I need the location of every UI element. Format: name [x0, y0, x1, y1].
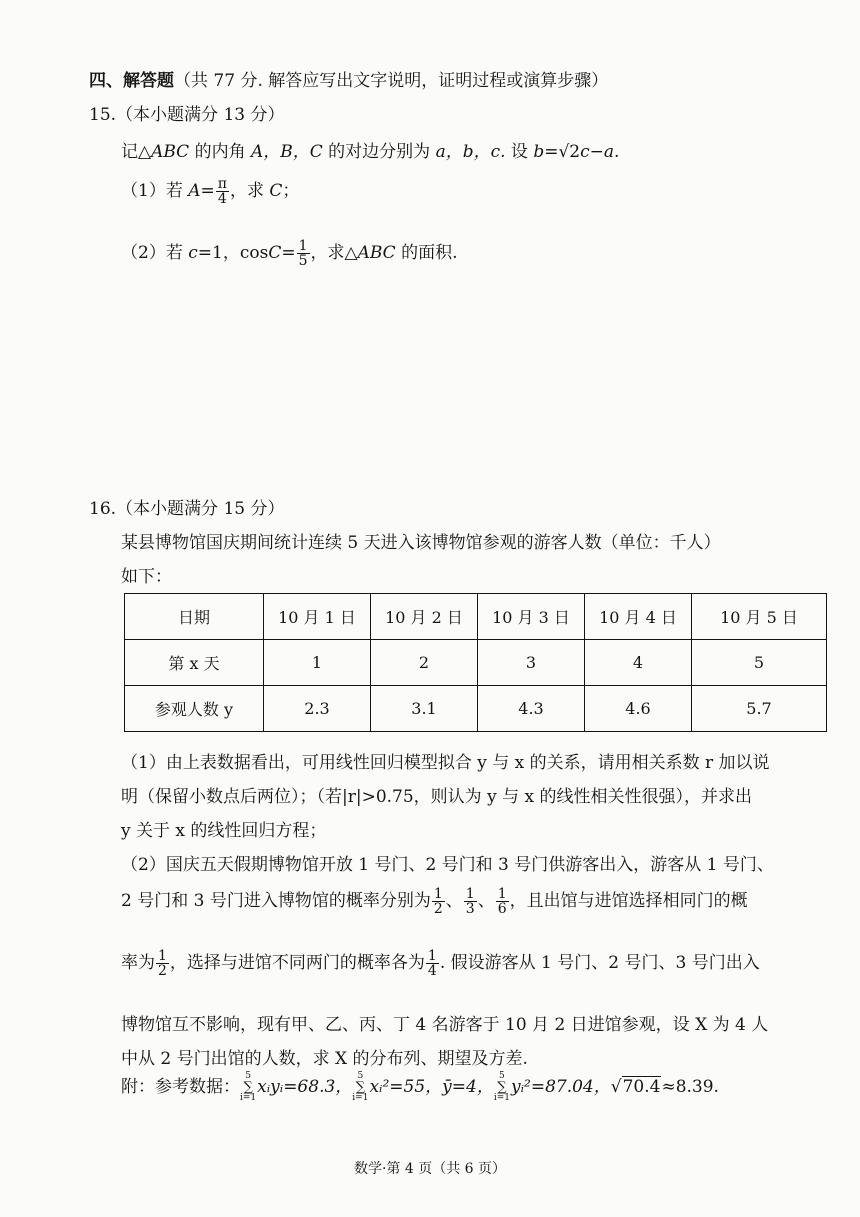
q15-score: （本小题满分 13 分） [116, 105, 285, 125]
fraction-quarter [426, 949, 439, 978]
q16-part2-text: 2 号门和 3 号门进入博物馆的概率分别为 [121, 891, 431, 911]
reference-value: xᵢyᵢ=68.3， [257, 1077, 353, 1097]
table-cell: 5.7 [692, 686, 827, 732]
reference-label: 附：参考数据： [121, 1077, 240, 1097]
sqrt-sign: √ [610, 1077, 622, 1097]
table-row-label: 第 x 天 [125, 640, 264, 686]
table-header-cell: 10 月 3 日 [478, 594, 585, 640]
table-cell: 4.6 [585, 686, 692, 732]
fraction-1-over-5 [297, 239, 310, 268]
summation-lower: i=1 [240, 1093, 257, 1103]
visitor-table [124, 593, 827, 732]
fraction-sixth [496, 887, 509, 916]
table-cell: 1 [264, 640, 371, 686]
summation-upper: 5 [357, 1071, 364, 1081]
q15-part2-var: c [188, 243, 198, 263]
summation-symbol [494, 1072, 510, 1103]
q16-part2-text: ，且出馆与进馆选择相同门的概 [509, 891, 748, 911]
q16-part2-line1: （2）国庆五天假期博物馆开放 1 号门、2 号门和 3 号门供游客出入，游客从 1 号门、 [121, 855, 774, 875]
summation-upper: 5 [245, 1071, 251, 1081]
q16-number: 16. [89, 499, 117, 519]
q15-stem-var: c [580, 142, 590, 162]
fraction-denominator: 6 [497, 901, 507, 917]
fraction-denominator: 4 [427, 963, 437, 979]
section-title: 四、解答题 [89, 71, 174, 91]
table-cell: 4 [585, 640, 692, 686]
q15-stem-var: ABC [151, 142, 190, 162]
summation-upper: 5 [499, 1071, 505, 1081]
q16-part2-sep: 、 [445, 891, 463, 911]
q16-part1-line3: y 关于 x 的线性回归方程； [121, 821, 327, 841]
q15-stem-text: 记△ [121, 142, 152, 162]
q16-part1-line1: （1）由上表数据看出，可用线性回归模型拟合 y 与 x 的关系，请用相关系数 r 加以说 [121, 753, 770, 773]
q16-part2-line2 [121, 886, 748, 916]
reference-value: xᵢ²=55， [369, 1077, 443, 1097]
reference-value: ȳ=4， [442, 1077, 494, 1097]
q15-stem-text: − [589, 142, 604, 162]
q15-stem-text: 的内角 [189, 142, 251, 162]
fraction-pi-over-4 [216, 177, 229, 206]
fraction-numerator: 1 [298, 238, 308, 254]
fraction-numerator: 1 [465, 886, 475, 902]
q15-part1-text: ； [282, 181, 300, 201]
q15-stem-sqrt: =√2 [544, 142, 581, 162]
table-row-label: 参观人数 y [125, 686, 264, 732]
q16-header [89, 494, 285, 519]
q15-part1 [121, 176, 299, 206]
q16-score: （本小题满分 15 分） [116, 499, 285, 519]
fraction-denominator: 4 [217, 191, 227, 207]
fraction-numerator: π [217, 176, 227, 192]
table-cell: 4.3 [478, 686, 585, 732]
table-header-cell: 10 月 4 日 [585, 594, 692, 640]
table-cell: 2.3 [264, 686, 371, 732]
summation-symbol [352, 1072, 368, 1103]
section-heading [89, 66, 608, 91]
q16-part1-line2: 明（保留小数点后两位）；（若|r|>0.75，则认为 y 与 x 的线性相关性很强），并求出 [121, 787, 752, 807]
fraction-numerator: 1 [158, 948, 167, 964]
table-header-cell: 10 月 5 日 [692, 594, 827, 640]
q15-stem-text: 设 [505, 142, 534, 162]
q16-part2-sep: 、 [477, 891, 495, 911]
reference-value: ≈8.39. [661, 1077, 719, 1097]
q16-part2-line5: 中从 2 号门出馆的人数，求 X 的分布列、期望及方差. [121, 1049, 528, 1069]
q15-part2-label: （2）若 [121, 243, 189, 263]
q15-part2-eq: =1，cos [197, 243, 269, 263]
q15-part1-var: C [269, 181, 283, 201]
fraction-half [156, 949, 169, 978]
fraction-numerator: 1 [427, 948, 437, 964]
q15-stem-var: b [533, 142, 545, 162]
q15-part2 [121, 238, 457, 268]
fraction-numerator: 1 [497, 886, 507, 902]
fraction-denominator: 5 [298, 253, 308, 269]
page-footer: 数学·第 4 页（共 6 页） [353, 1161, 507, 1177]
q16-part2-line4: 博物馆互不影响，现有甲、乙、丙、丁 4 名游客于 10 月 2 日进馆参观，设 X 为 4 人 [121, 1015, 769, 1035]
table-cell: 3.1 [371, 686, 478, 732]
sqrt-radicand: 70.4 [622, 1077, 661, 1097]
q15-part2-eq: = [281, 243, 296, 263]
q15-part2-var: C [268, 243, 282, 263]
q16-part2-text: 率为 [121, 953, 155, 973]
summation-lower: i=1 [493, 1093, 510, 1103]
section-note: （共 77 分. 解答应写出文字说明，证明过程或演算步骤） [174, 71, 609, 91]
q16-part2-line3 [121, 948, 760, 978]
fraction-denominator: 3 [465, 901, 475, 917]
q15-part1-label: （1）若 [121, 181, 189, 201]
table-cell: 2 [371, 640, 478, 686]
q15-stem-text: 的对边分别为 [322, 142, 436, 162]
q15-number: 15. [89, 105, 117, 125]
table-row [125, 594, 827, 640]
q15-stem-var: A，B，C [250, 142, 323, 162]
q15-stem-var: a. [603, 142, 620, 162]
summation-sign: ∑ [243, 1080, 253, 1095]
q15-header [89, 100, 285, 125]
q16-part2-text: ，选择与进馆不同两门的概率各为 [169, 953, 425, 973]
table-header-cell: 10 月 2 日 [371, 594, 478, 640]
q16-intro-line2: 如下： [121, 567, 172, 587]
table-row [125, 640, 827, 686]
reference-value: yᵢ²=87.04， [510, 1077, 611, 1097]
table-cell: 5 [692, 640, 827, 686]
q16-part2-text: . 假设游客从 1 号门、2 号门、3 号门出入 [439, 953, 760, 973]
q15-part1-text: ，求 [229, 181, 270, 201]
q16-reference-data [121, 1072, 719, 1103]
q15-stem-var: a，b，c. [435, 142, 506, 162]
table-cell: 3 [478, 640, 585, 686]
q15-part2-text: ，求△ [310, 243, 358, 263]
q16-intro-line1: 某县博物馆国庆期间统计连续 5 天进入该博物馆参观的游客人数（单位：千人） [121, 533, 721, 553]
table-row [125, 686, 827, 732]
table-header-cell: 日期 [125, 594, 264, 640]
q15-part1-eq: = [200, 181, 215, 201]
fraction-numerator: 1 [433, 886, 443, 902]
q15-part1-var: A [188, 181, 201, 201]
fraction-denominator: 2 [433, 901, 443, 917]
summation-lower: i=1 [352, 1093, 369, 1103]
fraction-third [464, 887, 477, 916]
table-header-cell: 10 月 1 日 [264, 594, 371, 640]
summation-sign: ∑ [355, 1080, 366, 1095]
q15-stem [121, 137, 619, 162]
fraction-denominator: 2 [158, 963, 167, 979]
q15-part2-var: ABC [357, 243, 396, 263]
fraction-half [432, 887, 445, 916]
summation-symbol [240, 1072, 256, 1103]
q15-part2-text: 的面积. [395, 243, 458, 263]
summation-sign: ∑ [497, 1080, 507, 1095]
